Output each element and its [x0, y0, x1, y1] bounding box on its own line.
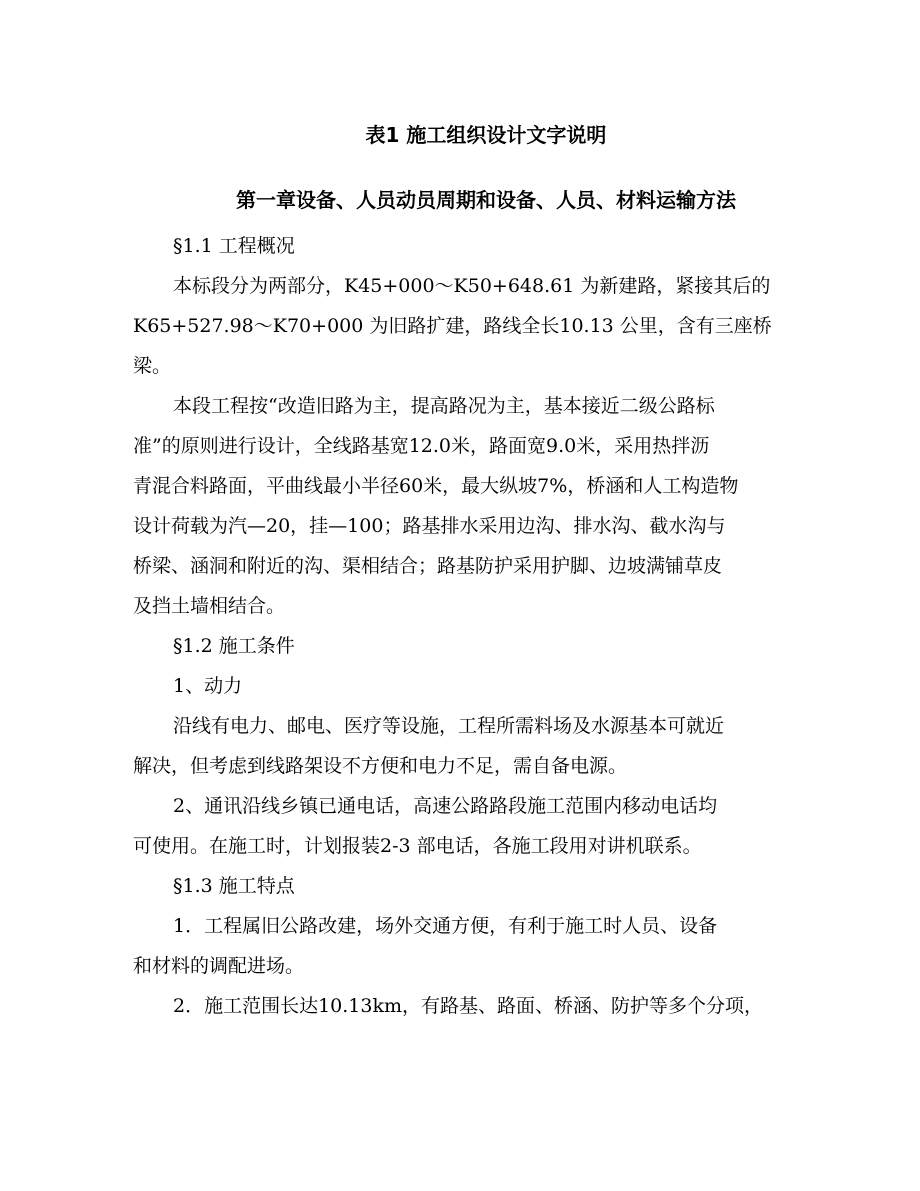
paragraph-line: 2．施工范围长达10.13km，有路基、路面、桥涵、防护等多个分项， — [173, 995, 764, 1017]
paragraph-line: 本段工程按“改造旧路为主，提高路况为主，基本接近二级公路标 — [173, 395, 715, 417]
paragraph-line: 本标段分为两部分，K45+000～K50+648.61 为新建路，紧接其后的 — [173, 275, 771, 297]
paragraph-line: 准”的原则进行设计，全线路基宽12.0米，路面宽9.0米，采用热拌沥 — [133, 435, 710, 457]
chapter-title: 第一章设备、人员动员周期和设备、人员、材料运输方法 — [236, 188, 736, 212]
paragraph-line: 设计荷载为汽—20，挂—100；路基排水采用边沟、排水沟、截水沟与 — [133, 515, 726, 537]
table-title: 表1 施工组织设计文字说明 — [365, 123, 607, 147]
paragraph-line: 2、通讯沿线乡镇已通电话，高速公路路段施工范围内移动电话均 — [173, 795, 718, 817]
paragraph-line: 1．工程属旧公路改建，场外交通方便，有利于施工时人员、设备 — [173, 915, 718, 937]
subsection-heading: 1、动力 — [173, 675, 243, 697]
paragraph-line: 沿线有电力、邮电、医疗等设施，工程所需料场及水源基本可就近 — [173, 715, 725, 737]
paragraph-line: 青混合料路面，平曲线最小半径60米，最大纵坡7%，桥涵和人工构造物 — [133, 475, 739, 497]
paragraph-line: 桥梁、涵洞和附近的沟、渠相结合；路基防护采用护脚、边坡满铺草皮 — [133, 555, 723, 577]
section-heading-1-2: §1.2 施工条件 — [173, 635, 295, 657]
paragraph-line: 解决，但考虑到线路架设不方便和电力不足，需自备电源。 — [133, 755, 628, 777]
paragraph-line: 及挡土墙相结合。 — [133, 595, 286, 617]
paragraph-line: 梁。 — [133, 355, 172, 377]
paragraph-line: K65+527.98～K70+000 为旧路扩建，路线全长10.13 公里，含有三座桥 — [133, 315, 772, 337]
section-heading-1-1: §1.1 工程概况 — [173, 235, 295, 257]
section-heading-1-3: §1.3 施工特点 — [173, 875, 295, 897]
paragraph-line: 和材料的调配进场。 — [133, 955, 305, 977]
paragraph-line: 可使用。在施工时，计划报装2-3 部电话，各施工段用对讲机联系。 — [133, 835, 702, 857]
document-body — [133, 226, 788, 1026]
